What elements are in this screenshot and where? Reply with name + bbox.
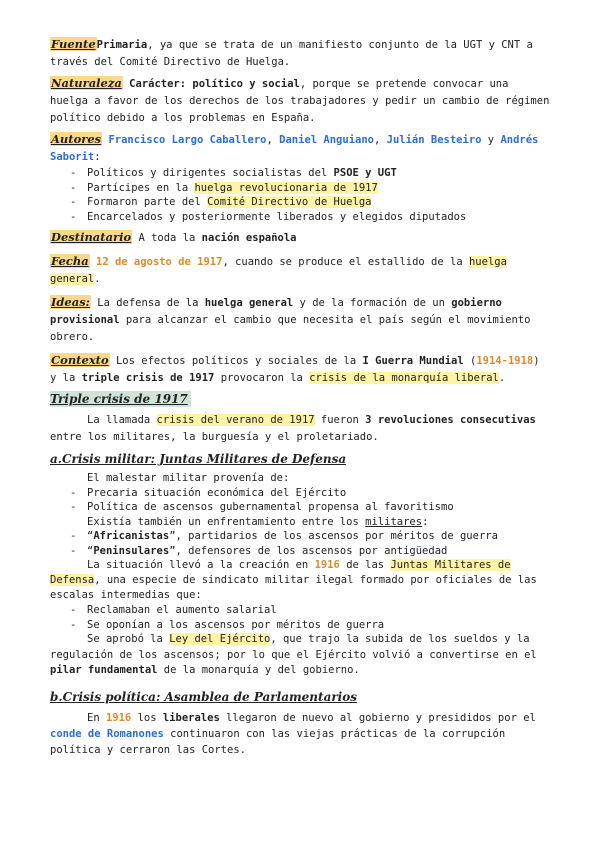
autores-paragraph: Autores Francisco Largo Caballero, Daniel Anguiano, Julián Besteiro y Andrés Saborit: [50, 132, 539, 163]
list-item: - Políticos y dirigentes socialistas del PSOE y UGT [50, 166, 550, 181]
militar-paragraph-3: La situación llevó a la creación en 1916 de las Juntas Militares de Defensa, una especie de sindicato militar ilegal formado por oficiales de las escalas intermedias que: [50, 559, 537, 601]
contexto-heading: Contexto [51, 353, 109, 367]
list-item: - Reclamaban el aumento salarial [50, 603, 550, 618]
ideas-paragraph: Ideas: La defensa de la huelga general y de la formación de un gobierno provisional para alcanzar el cambio que necesita el país según el movimiento obrero. [50, 295, 531, 343]
destinatario-paragraph: Destinatario A toda la nación española [51, 230, 297, 244]
fuente-heading: Fuente [51, 37, 96, 51]
destinatario-heading: Destinatario [51, 230, 132, 244]
ideas-heading: Ideas: [51, 295, 90, 309]
militar-intro: El malestar militar provenía de: [87, 472, 290, 484]
list-item: - Formaron parte del Comité Directivo de Huelga [50, 195, 550, 210]
militar-list-3 [50, 603, 550, 632]
fecha-heading: Fecha [51, 254, 89, 268]
naturaleza-heading: Naturaleza [51, 76, 122, 90]
autores-heading: Autores [51, 132, 102, 146]
politica-paragraph: En 1916 los liberales llegaron de nuevo al gobierno y presididos por el conde de Romanones continuaron con las viejas prácticas de la corrupción política y cerraron las Cortes. [50, 711, 536, 756]
naturaleza-paragraph: Naturaleza Carácter: político y social, porque se pretende convocar una huelga a favor de los derechos de los trabajadores y pedir un cambio de régimen político debido a los problemas en España. [50, 76, 550, 124]
list-item: - Política de ascensos gubernamental propensa al favoritismo [50, 500, 550, 515]
list-item: - “Peninsulares”, defensores de los ascensos por antigüedad [50, 544, 550, 559]
militar-list-1 [50, 486, 550, 515]
fuente-paragraph: FuentePrimaria, ya que se trata de un manifiesto conjunto de la UGT y CNT a través del Comité Directivo de Huelga. [50, 37, 533, 68]
triple-crisis-paragraph: La llamada crisis del verano de 1917 fueron 3 revoluciones consecutivas entre los militares, la burguesía y el proletariado. [50, 414, 536, 443]
list-item: - Precaria situación económica del Ejército [50, 486, 550, 501]
list-item: - Se oponían a los ascensos por méritos de guerra [50, 618, 550, 633]
militar-list-2 [50, 529, 550, 558]
militar-paragraph-2: Existía también un enfrentamiento entre los militares: [87, 515, 429, 528]
list-item: - Encarcelados y posteriormente liberados y elegidos diputados [50, 210, 550, 225]
crisis-politica-heading: b.Crisis política: Asamblea de Parlamentarios [50, 689, 357, 704]
contexto-paragraph: Contexto Los efectos políticos y sociales de la I Guerra Mundial (1914-1918) y la triple crisis de 1917 provocaron la crisis de la monarquía liberal. [50, 353, 540, 384]
list-item: - Partícipes en la huelga revolucionaria de 1917 [50, 181, 550, 196]
militar-paragraph-4: Se aprobó la Ley del Ejército, que trajo la subida de los sueldos y la regulación de los ascensos; por lo que el Ejército volvió a convertirse en el pilar fundamental de la monarquía y del gobierno. [50, 633, 537, 676]
fecha-paragraph: Fecha 12 de agosto de 1917, cuando se produce el estallido de la huelga general. [50, 254, 507, 285]
document-page [50, 36, 550, 758]
triple-crisis-heading: Triple crisis de 1917 [50, 391, 550, 407]
autores-list [50, 166, 550, 224]
list-item: - “Africanistas”, partidarios de los ascensos por méritos de guerra [50, 529, 550, 544]
crisis-militar-heading: a.Crisis militar: Juntas Militares de Defensa [50, 452, 347, 466]
